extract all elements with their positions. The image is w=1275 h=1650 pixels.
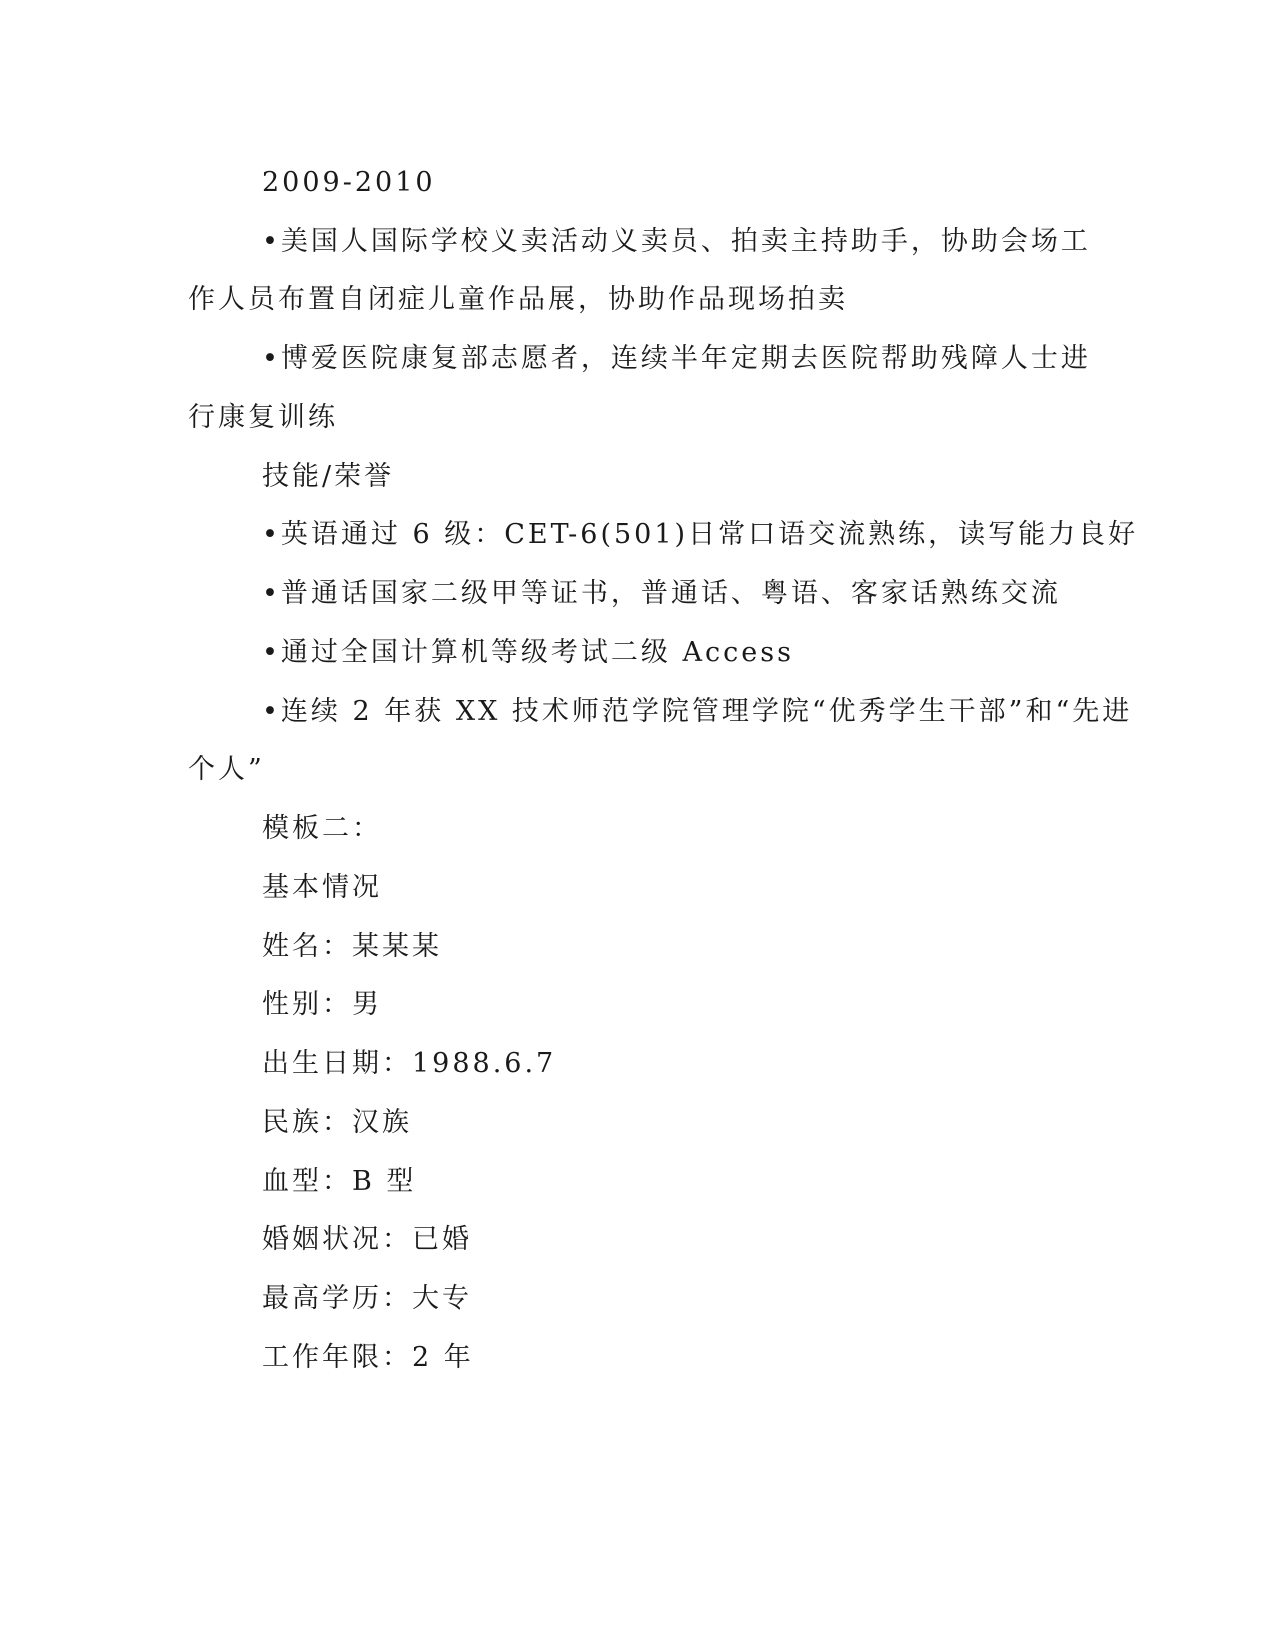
marital-status-field: 婚姻状况：已婚 bbox=[262, 1224, 472, 1255]
gender-field: 性别：男 bbox=[262, 989, 382, 1020]
skill-computer: •通过全国计算机等级考试二级 Access bbox=[262, 637, 794, 668]
volunteer-item-2-line-1: •博爱医院康复部志愿者，连续半年定期去医院帮助残障人士进 bbox=[262, 343, 1091, 374]
skill-award-line-1: •连续 2 年获 XX 技术师范学院管理学院“优秀学生干部”和“先进 bbox=[262, 696, 1133, 727]
ethnicity-field: 民族：汉族 bbox=[262, 1107, 412, 1138]
basic-info-heading: 基本情况 bbox=[262, 872, 382, 903]
volunteer-item-1-line-1: •美国人国际学校义卖活动义卖员、拍卖主持助手，协助会场工 bbox=[262, 226, 1091, 257]
education-field: 最高学历：大专 bbox=[262, 1283, 472, 1314]
work-years-field: 工作年限：2 年 bbox=[262, 1342, 474, 1373]
blood-type-field: 血型：B 型 bbox=[262, 1166, 417, 1197]
skill-mandarin: •普通话国家二级甲等证书，普通话、粤语、客家话熟练交流 bbox=[262, 578, 1061, 609]
skills-heading: 技能/荣誉 bbox=[262, 461, 395, 492]
name-field: 姓名：某某某 bbox=[262, 931, 442, 962]
skill-award-line-2: 个人” bbox=[188, 754, 265, 785]
volunteer-item-2-line-2: 行康复训练 bbox=[188, 402, 338, 433]
skill-english: •英语通过 6 级：CET-6(501)日常口语交流熟练，读写能力良好 bbox=[262, 519, 1139, 550]
birth-date-field: 出生日期：1988.6.7 bbox=[262, 1048, 557, 1079]
year-range: 2009-2010 bbox=[262, 167, 436, 198]
volunteer-item-1-line-2: 作人员布置自闭症儿童作品展，协助作品现场拍卖 bbox=[188, 284, 848, 315]
template-two-heading: 模板二： bbox=[262, 813, 382, 844]
